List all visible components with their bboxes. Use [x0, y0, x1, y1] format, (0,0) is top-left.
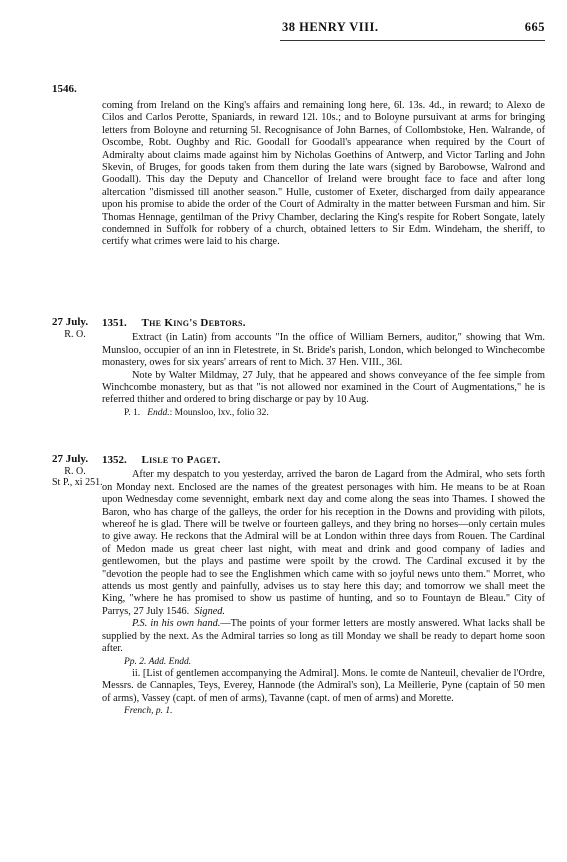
entry-1352-source-note-2	[102, 705, 545, 717]
entry-1352-para-ii: ii. [List of gentlemen accompanying the Admiral]. Mons. le comte de Nanteuil, chevalier de l'Ordre, Messrs. de Cannaples, Teys, Everey, Hannode (the Admiral's son), La Meillerie, Pyne (captain of 50 men of arms), Vassey (capt. of men of arms), Tavanne (capt. of men of arms) and Morette.	[102, 667, 545, 704]
entry-1351-pages: P. 1.	[124, 407, 141, 418]
entry-1352-ps-label: P.S. in his own hand.	[132, 618, 221, 630]
continuation-text: coming from Ireland on the King's affairs and remaining long here, 6l. 13s. 4d., in reward; to Alexo de Cilos and Carlos Perotte, Spaniards, in reward 12l. 10s.; and to Boloyne pursuivant at arms for bringing letters from Boloyne and returning 5l. Recognisance of John Barnes, of Collombstoke, Hen. Walrande, of Oscombe, Robt. Oughby and Ric. Goodall for Goodall's appearance when required by the Court of Admiralty about claims made against him by Nicholas Goethins of Antwerp, and Victor Tarling and John Skevin, of Bruges, for goods taken from them during the late wars (signed by Barobowse, Walrond and Goodall). This day the Deputy and Chancellor of Ireland were brought face to face and after long altercation "dismissed till another season." Hulle, customer of Exeter, discharged from daily appearance upon his promise to abide the order of the Court of Admiralty in the matter between Fursman and him. Sir Thomas Hennage, gentilman of the Privy Chamber, declaring the King's respite for Robert Songate, lately condemned in Suffolk for robbery of a church, obtained letters to Sir Edm. Windeham, the sheriff, to certify what crimes were laid to his charge.	[102, 100, 545, 248]
entry-1351-number: 1351.	[102, 317, 127, 329]
entry-1351-para2: Note by Walter Mildmay, 27 July, that he appeared and shows conveyance of the fee simple from Winchcombe monastery, but as that "is not allowed nor examined in the Court of Augmentations," he is referred thither and ordered to bring discharge or pay by 10 Aug.	[102, 369, 545, 406]
entry-1352-postscript	[102, 618, 545, 655]
entry-1352-letter-text: After my despatch to you yesterday, arrived the baron de Lagard from the Admiral, who sets forth on Monday next. Enclosed are the names of the greatest personages with him. He means to be at Roan upon Wednesday come sevennight, embark next day and come along the seas into Thames. I showed the Baron, who has charge of the galleys, the order for his reception in the Downs and providing with pilots, whereof he is glad. There will be twelve or fourteen galleys, and they bring no horses—only certain mules to give away. He reckons that the Admiral will be at London within three days from Rouen. The Cardinal of Medon made us great cheer last night, with meat and drink and good company of ladies and gentlewomen, but the plays and pastime were spoilt by the crowd. The Cardinal excused it by the "devotion the people had to see the Englishmen which came with so joyful news unto them." Morret, who attends us most gently and painfully, advises us to stay here this day; and tomorrow we shall meet the King, "where he has promised to show us pastime of hunting, and so to Fountayn de Bleau." City of Parrys, 27 July 1546.	[102, 469, 545, 617]
entry-1352-ps-text: —The points of your former letters are mostly answered. What lacks shall be supplied by the next. As the Admiral tarries so long as till Monday we shall be ready to depart home soon after.	[102, 618, 545, 655]
entry-1352-source-2: St P., xi 251.	[52, 477, 103, 488]
running-title: 38 HENRY VIII.	[282, 20, 379, 34]
year-margin: 1546.	[52, 83, 77, 95]
page-header	[0, 20, 567, 36]
continuation-block	[102, 100, 545, 249]
entry-1351-source-note	[102, 407, 545, 419]
header-rule	[280, 40, 545, 41]
entry-1351-title: The King's Debtors.	[141, 317, 246, 329]
entry-1352-date: 27 July.	[52, 453, 89, 465]
entry-1352-source-1: R. O.	[64, 465, 86, 477]
entry-1352-french: French, p. 1.	[124, 706, 173, 717]
entry-1352-signed: Signed.	[194, 605, 226, 617]
page-number: 665	[524, 20, 545, 34]
entry-1352-margin	[52, 453, 103, 489]
entry-1352-pp: Pp. 2. Add. Endd.	[124, 656, 192, 667]
entry-1352-title: Lisle to Paget.	[141, 454, 221, 466]
entry-1351-source: R. O.	[64, 328, 86, 340]
entry-1352-para1	[102, 469, 545, 618]
entry-1352	[102, 454, 545, 718]
entry-1351-margin	[52, 317, 98, 340]
entry-1351-date: 27 July.	[52, 316, 89, 328]
entry-1352-heading	[102, 454, 545, 466]
entry-1351-endd-label: Endd.	[147, 407, 170, 418]
entry-1352-number: 1352.	[102, 454, 127, 466]
entry-1352-source-note-1	[102, 656, 545, 668]
entry-1351-para1: Extract (in Latin) from accounts "In the office of William Berners, auditor," showing that Wm. Munsloo, occupier of an inn in Fletestrete, in St. Bride's parish, London, which belonged to Winchecombe monastery, owes for six years' arrears of rent to Mich. 37 Hen. VIII., 36l.	[102, 332, 545, 369]
entry-1351-endd-text: : Mounsloo, lxv., folio 32.	[169, 407, 269, 418]
entry-1351-heading	[102, 317, 545, 329]
entry-1351	[102, 317, 545, 419]
